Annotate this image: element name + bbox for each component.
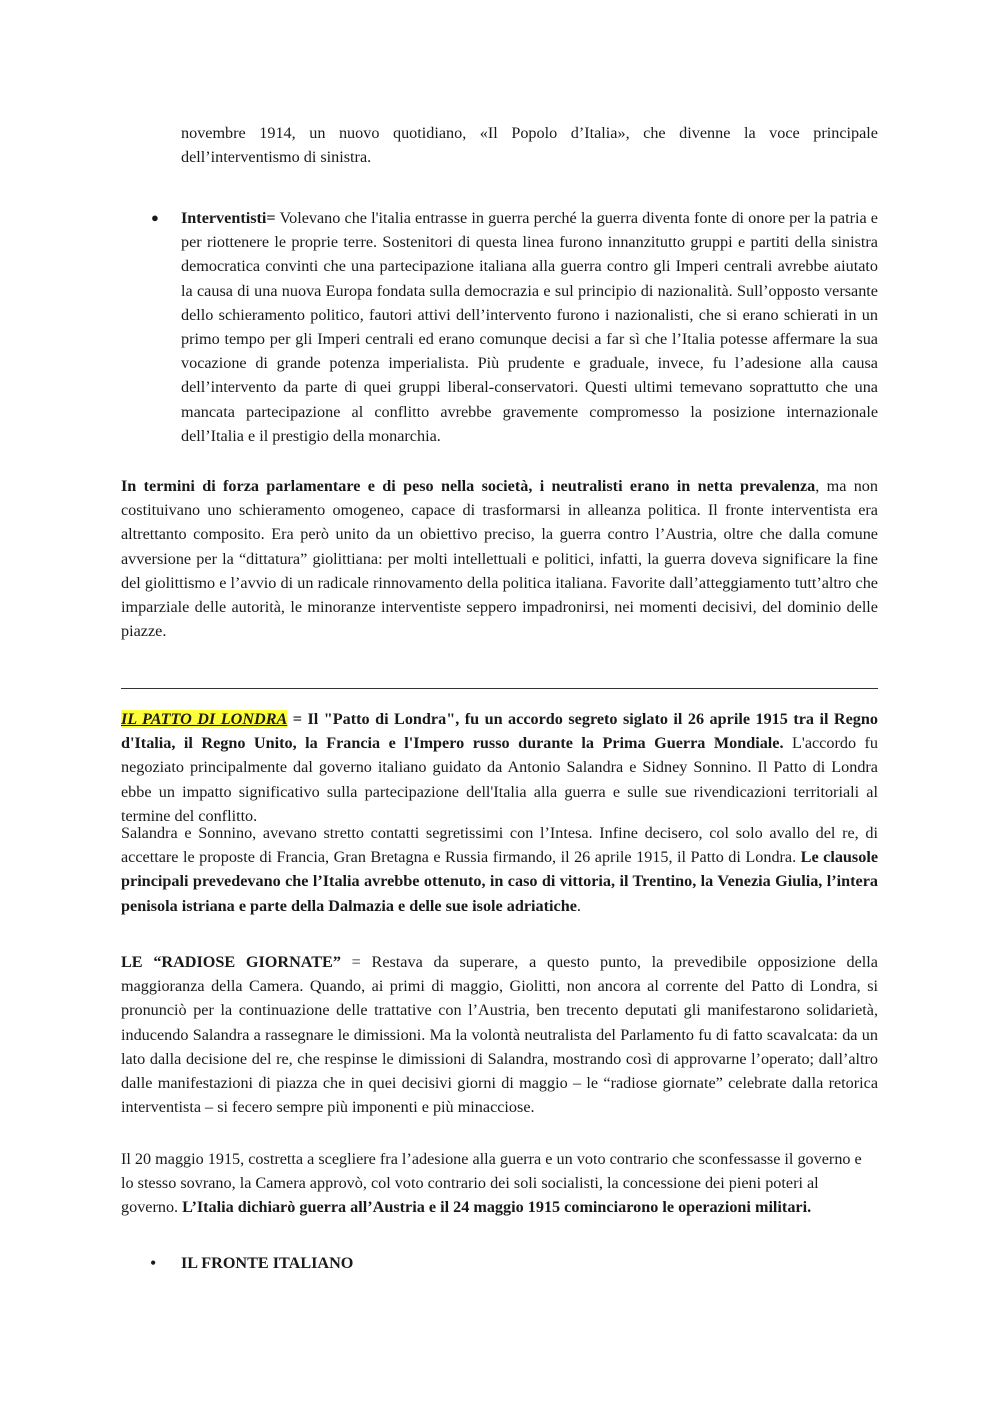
maggio-text: Il 20 maggio 1915, costretta a scegliere fra l’adesione alla guerra e un voto contrario che sconfessasse il governo e lo stesso sovrano, la Camera approvò, col voto contrario dei soli socialisti, la concessione dei pieni poteri al governo. bbox=[121, 1150, 862, 1217]
paragraph-forza bbox=[121, 474, 878, 643]
interventisti-text: Volevano che l'italia entrasse in guerra perché la guerra diventa fonte di onore per la patria e per riottenere le proprie terre. Sostenitori di questa linea furono innanzitutto gruppi e partiti della sinistra democratica convinti che una partecipazione italiana alla guerra contro gli Imperi centrali avrebbe aiutato la causa di una nuova Europa fondata sulla democrazia e sul principio di nazionalità. Sull’opposto versante dello schieramento politico, fautori attivi dell’intervento furono i nazionalisti, che si erano schierati in un primo tempo per gli Imperi centrali ed erano comunque decisi a far sì che l’Italia potesse affermare la sua vocazione di grande potenza imperialista. Più prudente e graduale, invece, fu l’adesione alla causa dell’intervento da parte di quei gruppi liberal-conservatori. Questi ultimi temevano soprattutto che una mancata partecipazione al conflitto avrebbe gravemente compromesso la posizione internazionale dell’Italia e il prestigio della monarchia. bbox=[181, 209, 878, 445]
fronte-title: IL FRONTE ITALIANO bbox=[181, 1254, 354, 1272]
forza-bold: In termini di forza parlamentare e di peso nella società, i neutralisti erano in netta prevalenza bbox=[121, 477, 816, 495]
paragraph-patto-2 bbox=[121, 821, 878, 918]
bullet-icon-fronte: • bbox=[150, 1253, 157, 1273]
horizontal-rule bbox=[121, 688, 878, 689]
paragraph-radiose bbox=[121, 950, 878, 1119]
patto-bold: = Il "Patto di Londra", fu un accordo segreto siglato il 26 aprile 1915 tra il Regno d'Italia, il Regno Unito, la Francia e l'Impero russo durante la Prima Guerra Mondiale. bbox=[121, 710, 878, 753]
patto-text: L'accordo fu negoziato principalmente dal governo italiano guidato da Antonio Salandra e Sidney Sonnino. Il Patto di Londra ebbe un impatto significativo sulla partecipazione dell'Italia alla guerra e sulle sue rivendicazioni territoriali al termine del conflitto. bbox=[121, 734, 879, 825]
paragraph-interventisti bbox=[181, 206, 878, 448]
paragraph-intro: novembre 1914, un nuovo quotidiano, «Il Popolo d’Italia», che divenne la voce principale dell’interventismo di sinistra. bbox=[181, 124, 878, 167]
maggio-bold: L’Italia dichiarò guerra all’Austria e il 24 maggio 1915 cominciarono le operazioni militari. bbox=[182, 1198, 812, 1217]
patto-bold-2: Le clausole principali prevedevano che l’Italia avrebbe ottenuto, in caso di vittoria, il Trentino, la Venezia Giulia, l’intera penisola istriana e parte della Dalmazia e delle sue isole adriatiche bbox=[121, 848, 879, 915]
patto-end-2: . bbox=[576, 896, 581, 915]
bullet-icon: ● bbox=[151, 210, 159, 225]
forza-text: , ma non costituivano uno schieramento omogeneo, capace di trasformarsi in alleanza politica. Il fronte interventista era altrettanto composito. Era però unito da un obiettivo preciso, la guerra contro l’Austria, oltre che dalla comune avversione per la “dittatura” giolittiana: per molti intellettuali e politici, infatti, la guerra doveva significare la fine del giolittismo e l’avvio di un radicale rinnovamento della politica italiana. Favorite dall’atteggiamento tutt’altro che imparziale delle autorità, le minoranze interventiste seppero impadronirsi, nei momenti decisivi, del dominio delle piazze. bbox=[121, 477, 878, 641]
highlight-patto-title: IL PATTO DI LONDRA bbox=[121, 710, 288, 728]
heading-fronte bbox=[181, 1251, 878, 1275]
paragraph-patto bbox=[121, 707, 878, 828]
patto-text-2: Salandra e Sonnino, avevano stretto contatti segretissimi con l’Intesa. Infine decisero, col solo avallo del re, di accettare le proposte di Francia, Gran Bretagna e Russia firmando, il 26 aprile 1915, il Patto di Londra. bbox=[121, 824, 878, 867]
paragraph-maggio bbox=[121, 1147, 878, 1220]
radiose-text: = Restava da superare, a questo punto, la prevedibile opposizione della maggioranza della Camera. Quando, ai primi di maggio, Giolitti, non ancora al corrente del Patto di Londra, si pronunciò per la continuazione delle trattative con l’Austria, ben trecento deputati gli manifestarono solidarietà, inducendo Salandra a rassegnare le dimissioni. Ma la volontà neutralista del Parlamento fu di fatto scavalcata: da un lato dalla decisione del re, che respinse le dimissioni di Salandra, mostrando così di approvarne l’operato; dall’altro dalle manifestazioni di piazza che in quei decisivi giorni di maggio – le “radiose giornate” celebrate dalla retorica interventista – si fecero sempre più imponenti e più minacciose. bbox=[121, 953, 878, 1117]
term-interventisti: Interventisti= bbox=[181, 209, 276, 227]
radiose-title: LE “RADIOSE GIORNATE” bbox=[121, 953, 341, 971]
